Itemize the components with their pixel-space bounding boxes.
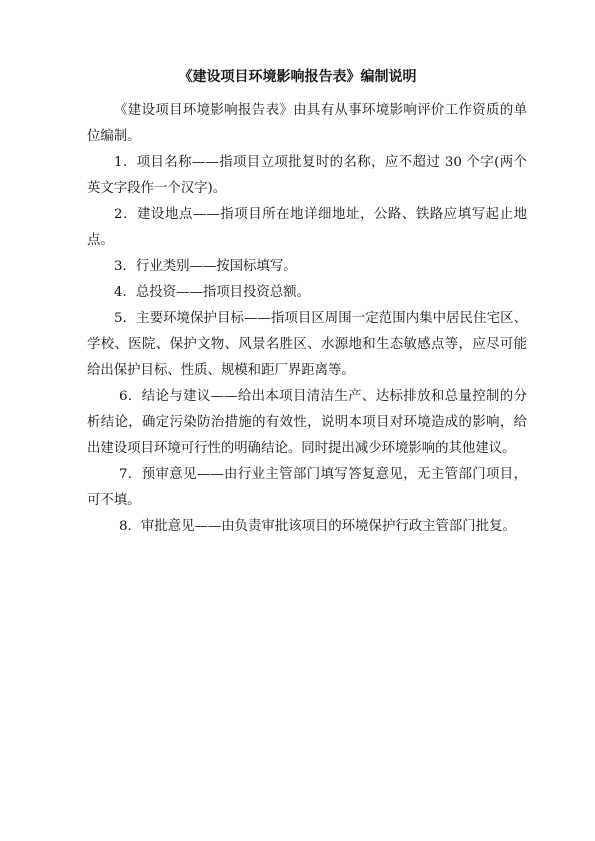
item-7-preliminary-opinion: 7．预审意见——由行业主管部门填写答复意见，无主管部门项目，可不填。 [87,467,527,508]
intro-paragraph: 《建设项目环境影响报告表》由具有从事环境影响评价工作资质的单位编制。 [87,103,527,144]
item-6-conclusions: 6．结论与建议——给出本项目清洁生产、达标排放和总量控制的分析结论，确定污染防治措施的有效性，说明本项目对环境造成的影响，给出建设项目环境可行性的明确结论。同时提出减少环境影响的其他建议。 [87,389,527,456]
item-2-construction-site: 2．建设地点——指项目所在地详细地址，公路、铁路应填写起止地点。 [87,207,527,248]
item-5-protection-targets: 5．主要环境保护目标——指项目区周围一定范围内集中居民住宅区、学校、医院、保护文物、风景名胜区、水源地和生态敏感点等，应尽可能给出保护目标、性质、规模和距厂界距离等。 [87,311,527,378]
item-4-total-investment: 4．总投资——指项目投资总额。 [114,285,310,300]
item-1-project-name: 1．项目名称——指项目立项批复时的名称，应不超过 30 个字(两个英文字段作一个汉字)。 [87,155,527,196]
item-3-industry-category: 3．行业类别——按国标填写。 [114,259,297,274]
document-body [87,98,527,540]
item-8-approval-opinion: 8．审批意见——由负责审批该项目的环境保护行政主管部门批复。 [119,519,516,534]
document-title: 《建设项目环境影响报告表》编制说明 [178,69,417,85]
